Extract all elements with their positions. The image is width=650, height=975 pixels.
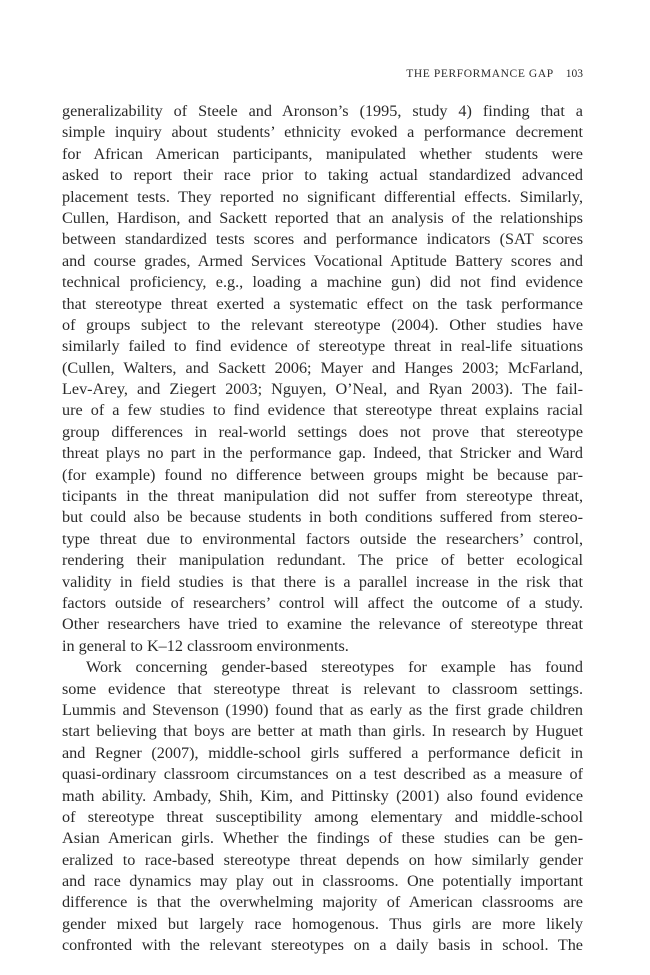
text-line: that stereotype threat exerted a systematic effect on the task performance — [62, 294, 583, 313]
text-line: simple inquiry about students’ ethnicity evoked a performance decrement — [62, 123, 583, 142]
text-line: ure of a few studies to find evidence that stereotype threat explains racial — [62, 401, 583, 420]
text-line: of groups subject to the relevant stereotype (2004). Other studies have — [62, 315, 583, 334]
running-head — [62, 66, 583, 82]
text-line: similarly failed to find evidence of stereotype threat in real-life situations — [62, 337, 583, 356]
body-text — [62, 101, 583, 957]
text-line: of stereotype threat susceptibility among elementary and middle-school — [62, 807, 583, 826]
text-line: validity in field studies is that there is a parallel increase in the risk that — [62, 572, 583, 591]
text-line: generalizability of Steele and Aronson’s (1995, study 4) finding that a — [62, 102, 583, 120]
text-line: placement tests. They reported no significant differential effects. Similarly, — [62, 187, 583, 206]
text-line: (Cullen, Walters, and Sackett 2006; Mayer and Hanges 2003; McFarland, — [62, 358, 583, 377]
page-number: 103 — [565, 68, 583, 80]
text-line: difference is that the overwhelming majority of American classrooms are — [62, 893, 583, 912]
text-line: Lev-Arey, and Ziegert 2003; Nguyen, O’Neal, and Ryan 2003). The fail- — [62, 380, 583, 399]
running-title: THE PERFORMANCE GAP — [406, 68, 554, 80]
paragraph-last-line: in general to K–12 classroom environments. — [62, 636, 349, 655]
text-line: start believing that boys are better at math than girls. In research by Huguet — [62, 722, 583, 741]
text-line: asked to report their race prior to taking actual standardized advanced — [62, 166, 583, 185]
text-line: eralized to race-based stereotype threat depends on how similarly gender — [62, 850, 583, 869]
text-line: technical proficiency, e.g., loading a machine gun) did not find evidence — [62, 273, 583, 292]
text-line: type threat due to environmental factors outside the researchers’ control, — [62, 529, 583, 548]
paragraph-first-line: Work concerning gender-based stereotypes for example has found — [86, 658, 583, 677]
text-line: math ability. Ambady, Shih, Kim, and Pittinsky (2001) also found evidence — [62, 786, 583, 805]
text-line: for African American participants, manipulated whether students were — [62, 144, 583, 163]
text-line: Cullen, Hardison, and Sackett reported that an analysis of the relationships — [62, 208, 583, 227]
text-line: factors outside of researchers’ control will affect the outcome of a study. — [62, 593, 583, 612]
text-line: and race dynamics may play out in classrooms. One potentially important — [62, 872, 583, 891]
text-line: threat plays no part in the performance gap. Indeed, that Stricker and Ward — [62, 444, 583, 463]
text-line: and course grades, Armed Services Vocational Aptitude Battery scores and — [62, 251, 583, 270]
text-line: (for example) found no difference between groups might be because par- — [62, 465, 583, 484]
text-line: between standardized tests scores and performance indicators (SAT scores — [62, 230, 583, 249]
text-line: ticipants in the threat manipulation did not suffer from stereotype threat, — [62, 487, 583, 506]
text-line: Asian American girls. Whether the findings of these studies can be gen- — [62, 829, 583, 848]
text-line: quasi-ordinary classroom circumstances on a test described as a measure of — [62, 765, 583, 784]
text-line: and Regner (2007), middle-school girls suffered a performance deficit in — [62, 743, 583, 762]
text-line: confronted with the relevant stereotypes on a daily basis in school. The — [62, 936, 583, 955]
text-line: some evidence that stereotype threat is relevant to classroom settings. — [62, 679, 583, 698]
text-line: Lummis and Stevenson (1990) found that as early as the first grade children — [62, 700, 583, 719]
text-line: rendering their manipulation redundant. The price of better ecological — [62, 551, 583, 570]
text-line: but could also be because students in both conditions suffered from stereo- — [62, 508, 583, 527]
text-line: group differences in real-world settings does not prove that stereotype — [62, 422, 583, 441]
text-line: gender mixed but largely race homogenous. Thus girls are more likely — [62, 914, 583, 933]
text-line: Other researchers have tried to examine the relevance of stereotype threat — [62, 615, 583, 634]
